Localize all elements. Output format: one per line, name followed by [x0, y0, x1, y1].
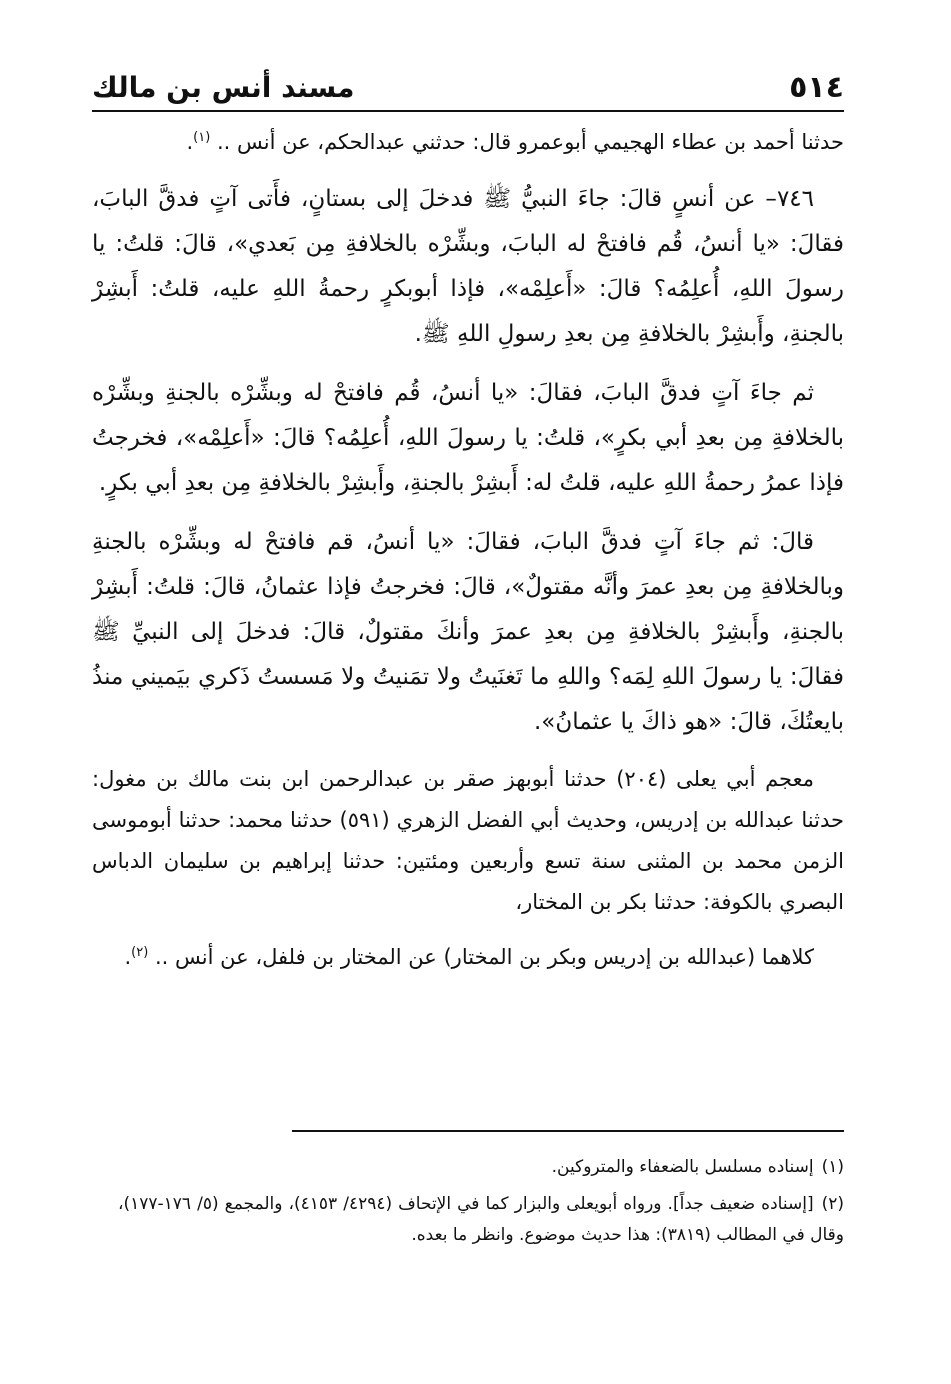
hadith-paragraph: [92, 371, 844, 506]
isnad-paragraph: [92, 122, 844, 163]
footnote-divider: [292, 1130, 844, 1132]
footnote-ref[interactable]: (٢): [131, 945, 149, 960]
paragraph-text: معجم أبي يعلى (٢٠٤) حدثنا أبوبهز صقر بن عبدالرحمن ابن بنت مالك بن مغول: حدثنا عبدالله بن إدريس، وحديث أبي الفضل الزهري (٥٩١) حدثنا محمد: حدثنا أبوموسى الزمن محمد بن المثنى سنة تسع وأربعين ومئتين: حدثنا إبراهيم بن سليمان الدباس البصري بالكوفة: حدثنا بكر بن المختار،: [92, 767, 844, 914]
body-text: [92, 122, 844, 978]
hadith-paragraph: [92, 177, 844, 357]
footnote: [118, 1152, 844, 1183]
source-paragraph: [92, 937, 844, 978]
page: [92, 66, 844, 992]
running-title: مسند أنس بن مالك: [92, 71, 355, 104]
source-paragraph: [92, 759, 844, 923]
paragraph-text: ٧٤٦– عن أنسٍ قالَ: جاءَ النبيُّ ﷺ فدخلَ إلى بستانٍ، فأَتى آتٍ فدقَّ البابَ، فقالَ: «يا أنسُ، قُم فافتحْ له البابَ، وبشِّرْه بالخلافةِ مِن بَعدي»، قالَ: قلتُ: يا رسولَ اللهِ، أُعلِمُه؟ قالَ: «أَعلِمْه»، فإذا أبوبكرٍ رحمةُ اللهِ عليه، قلتُ: أَبشِرْ بالجنةِ، وأَبشِرْ بالخلافةِ مِن بعدِ رسولِ اللهِ ﷺ.: [92, 186, 844, 347]
footnote-text: [إسناده ضعيف جداً]. ورواه أبويعلى والبزار كما في الإتحاف (٤٢٩٤/ ٤١٥٣)، والمجمع (٥/ ١٧٦-١٧٧)، وقال في المطالب (٣٨١٩): هذا حديث موضوع. وانظر ما بعده.: [118, 1194, 844, 1245]
paragraph-text: ثم جاءَ آتٍ فدقَّ البابَ، فقالَ: «يا أنسُ، قُم فافتحْ له وبشِّرْه بالجنةِ وبشِّرْه بالخلافةِ مِن بعدِ أبي بكرٍ»، قلتُ: يا رسولَ اللهِ، أُعلِمُه؟ قالَ: «أَعلِمْه»، فخرجتُ فإذا عمرُ رحمةُ اللهِ عليه، قلتُ له: أَبشِرْ بالجنةِ، وأَبشِرْ بالخلافةِ مِن بعدِ أبي بكرٍ.: [92, 380, 844, 496]
footnote-number: (٢): [821, 1194, 844, 1214]
paragraph-text: حدثنا أحمد بن عطاء الهجيمي أبوعمرو قال: حدثني عبدالحكم، عن أنس ..: [216, 130, 844, 154]
footnote-ref[interactable]: (١): [193, 130, 211, 145]
paragraph-end: .: [186, 130, 194, 154]
footnote-text: إسناده مسلسل بالضعفاء والمتروكين.: [551, 1157, 814, 1177]
paragraph-end: .: [124, 945, 132, 969]
page-header: [92, 66, 844, 112]
footnote-number: (١): [821, 1157, 844, 1177]
footnotes: [118, 1152, 844, 1257]
footnote: [118, 1189, 844, 1251]
paragraph-text: قالَ: ثم جاءَ آتٍ فدقَّ البابَ، فقالَ: «يا أنسُ، قم فافتحْ له وبشِّرْه بالجنةِ وبالخلافةِ مِن بعدِ عمرَ وأنَّه مقتولٌ»، قالَ: فخرجتُ فإذا عثمانُ، قالَ: قلتُ: أَبشِرْ بالجنةِ، وأَبشِرْ بالخلافةِ مِن بعدِ عمرَ وأنكَ مقتولٌ، قالَ: فدخلَ إلى النبيِّ ﷺ فقالَ: يا رسولَ اللهِ لِمَه؟ واللهِ ما تَغنَيتُ ولا تمَنيتُ ولا مَسستُ ذَكري بيَميني منذُ بايعتُكَ، قالَ: «هو ذاكَ يا عثمانُ».: [92, 529, 844, 735]
page-number: ٥١٤: [789, 70, 844, 105]
hadith-paragraph: [92, 520, 844, 745]
paragraph-text: كلاهما (عبدالله بن إدريس وبكر بن المختار) عن المختار بن فلفل، عن أنس ..: [155, 945, 814, 969]
